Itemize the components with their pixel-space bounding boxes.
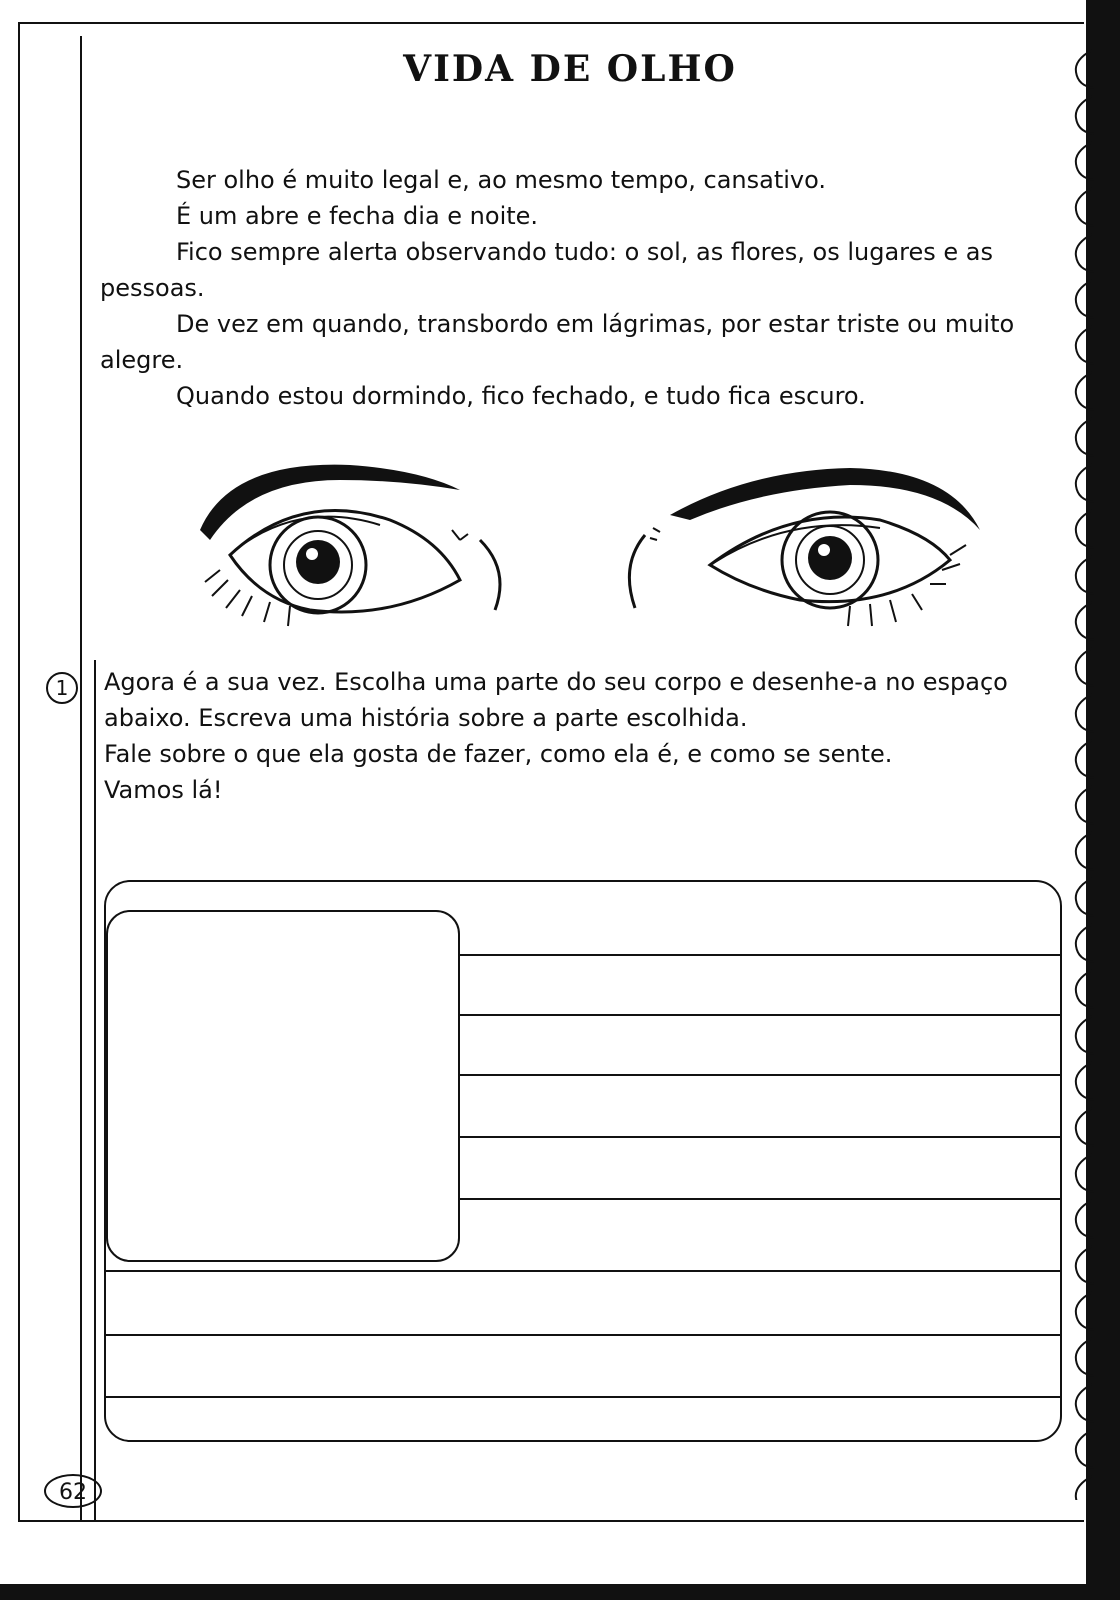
exercise-instructions	[104, 664, 1044, 808]
instruction-line: Vamos lá!	[104, 776, 223, 804]
left-eye-icon	[200, 465, 500, 626]
right-eye-icon	[629, 468, 980, 626]
page-title: VIDA DE OLHO	[403, 48, 737, 90]
writing-line[interactable]	[460, 1198, 1062, 1200]
story-text	[100, 162, 1060, 414]
story-line: Ser olho é muito legal e, ao mesmo tempo, cansativo.	[176, 166, 827, 194]
writing-line[interactable]	[460, 954, 1062, 956]
spiral-binding-icon	[1070, 40, 1100, 1500]
writing-line[interactable]	[106, 1396, 1062, 1398]
writing-line[interactable]	[460, 1074, 1062, 1076]
exercise-number: 1	[46, 672, 78, 704]
margin-line	[80, 36, 82, 1522]
story-line: Quando estou dormindo, fico fechado, e tudo fica escuro.	[176, 382, 866, 410]
page-number: 62	[44, 1474, 102, 1508]
bottom-edge-shadow	[0, 1584, 1120, 1600]
story-line: De vez em quando, transbordo em lágrimas, por estar triste ou muito alegre.	[100, 310, 1015, 374]
writing-line[interactable]	[106, 1334, 1062, 1336]
eyes-illustration	[190, 450, 1010, 640]
instruction-line: Agora é a sua vez. Escolha uma parte do seu corpo e desenhe-a no espaço abaixo. Escreva uma história sobre a parte escolhida.	[104, 668, 1008, 732]
margin-line-inner	[94, 660, 96, 1522]
story-line: Fico sempre alerta observando tudo: o sol, as flores, os lugares e as pessoas.	[100, 238, 993, 302]
drawing-area[interactable]	[106, 910, 460, 1262]
writing-line[interactable]	[460, 1136, 1062, 1138]
writing-line[interactable]	[460, 1014, 1062, 1016]
writing-line[interactable]	[106, 1270, 1062, 1272]
story-line: É um abre e fecha dia e noite.	[176, 202, 539, 230]
instruction-line: Fale sobre o que ela gosta de fazer, como ela é, e como se sente.	[104, 740, 893, 768]
